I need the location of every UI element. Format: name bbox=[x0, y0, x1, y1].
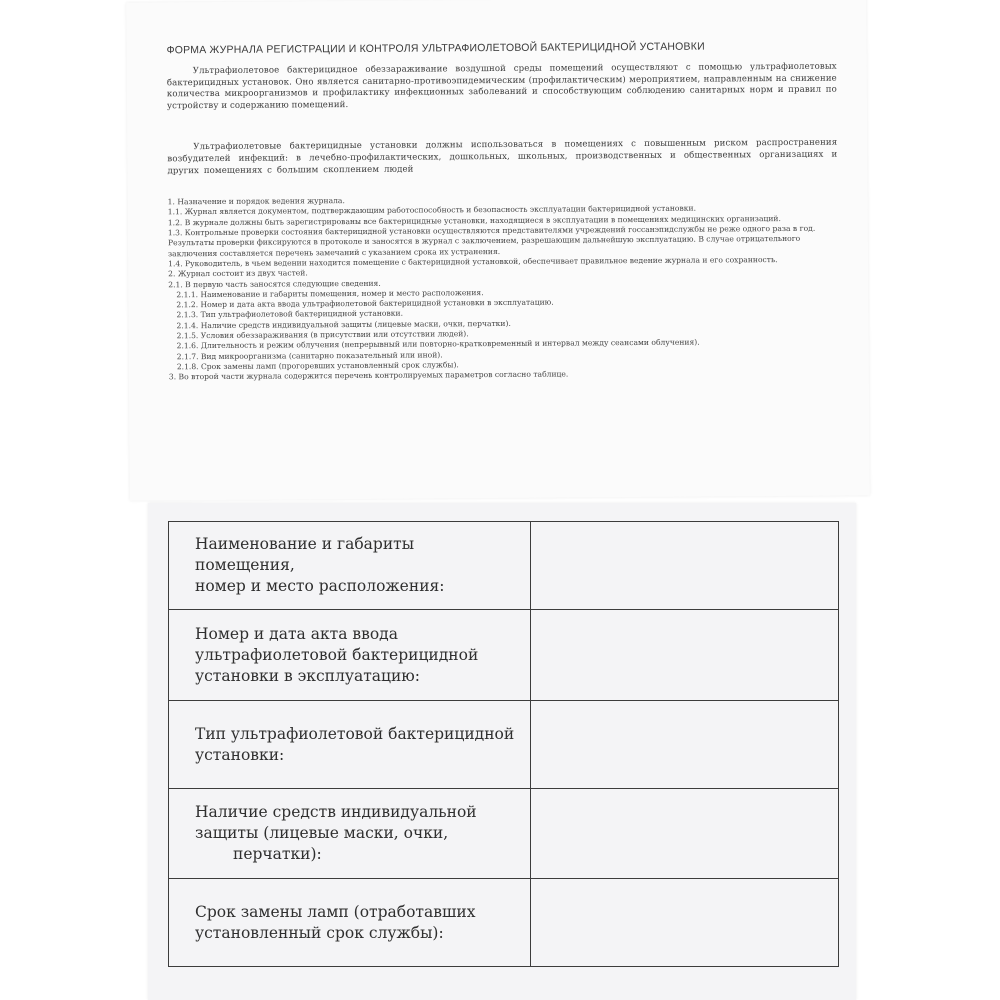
label-line: установки в эксплуатацию: bbox=[195, 666, 421, 685]
clause-item: 2. Журнал состоит из двух частей. bbox=[168, 268, 308, 279]
clause-item: 2.1.8. Срок замены ламп (прогоревших установленный срок службы). bbox=[176, 360, 459, 372]
field-label-lamp-replacement bbox=[169, 879, 531, 967]
clause-item: 3. Во второй части журнала содержится перечень контролируемых параметров согласно таблице. bbox=[168, 369, 569, 382]
registration-form-table bbox=[168, 521, 839, 967]
intro-paragraph: Ультрафиолетовые бактерицидные установки должны использоваться в помещениях с повышенным риском распространения возбудителей инфекций: в лечебно-профилактических, дошкольных, школьных, производственных и общественных организациях и других помещениях с большим скоплением людей bbox=[167, 138, 838, 176]
label-line: защиты (лицевые маски, очки, bbox=[195, 824, 449, 842]
clause-item: 1.3. Контрольные проверки состояния бактерицидной установки осуществляются представителями учреждений госсанэпидслужбы не реже одного раза в год. Результаты проверки фиксируются в протоколе и заносятся в журнал с заключением, разрешающим дальнейшую эксплуатацию. В случае отрицательного заключения составляется перечень замечаний с указанием срока их устранения. bbox=[167, 223, 816, 258]
clause-item: 1.2. В журнале должны быть зарегистрированы все бактерицидные установки, находящиеся в эксплуатации в помещениях медицинских организаций. bbox=[167, 213, 781, 228]
intro-paragraph: Ультрафиолетовое бактерицидное обеззараживание воздушной среды помещений осуществляют с помощью ультрафиолетовых бактерицидных установок. Оно является санитарно-противоэпидемическим (профилактическим) мероприятием, направленным на снижение количества микроорганизмов и профилактику инфекционных заболеваний и способствующим соблюдению санитарных норм и правил по устройству и содержанию помещений. bbox=[166, 61, 837, 112]
clause-list bbox=[168, 193, 839, 383]
label-line: Тип ультрафиолетовой бактерицидной bbox=[195, 724, 515, 743]
label-line: ультрафиолетовой бактерицидной bbox=[195, 645, 479, 664]
field-value-lamp-replacement[interactable] bbox=[530, 879, 839, 967]
field-label-protection bbox=[169, 789, 531, 879]
field-value-protection[interactable] bbox=[530, 789, 839, 879]
label-line: Номер и дата акта ввода bbox=[195, 624, 398, 643]
clause-item: 2.1.5. Условия обеззараживания (в присутствии или отсутствии людей). bbox=[176, 329, 469, 341]
clause-item: 2.1.4. Наличие средств индивидуальной защиты (лицевые маски, очки, перчатки). bbox=[176, 318, 511, 330]
label-line: установленный срок службы): bbox=[195, 923, 444, 942]
field-value-act[interactable] bbox=[530, 610, 839, 701]
clause-item: 2.1.3. Тип ультрафиолетовой бактерицидной установки. bbox=[176, 309, 404, 320]
clause-item: 1.4. Руководитель, в чьем ведении находится помещение с бактерицидной установкой, обеспечивает правильное ведение журнала и его сохранность. bbox=[168, 254, 778, 269]
clause-item: 2.1.7. Вид микроорганизма (санитарно показательный или иной). bbox=[176, 349, 443, 361]
label-line: перчатки): bbox=[233, 845, 322, 863]
field-label-act bbox=[169, 610, 531, 701]
table-row bbox=[169, 789, 839, 879]
clause-item: 2.1.1. Наименование и габариты помещения, номер и место расположения. bbox=[176, 287, 484, 300]
clause-item: 2.1.2. Номер и дата акта ввода ультрафиолетовой бактерицидной установки в эксплуатацию. bbox=[176, 297, 554, 310]
form-page bbox=[148, 503, 856, 1000]
field-label-type bbox=[169, 701, 531, 789]
label-line: установки: bbox=[195, 745, 285, 764]
table-row bbox=[169, 522, 839, 610]
label-line: Наличие средств индивидуальной bbox=[195, 803, 477, 821]
instructions-page bbox=[126, 0, 869, 501]
label-line: Наименование и габариты помещения, bbox=[195, 535, 415, 574]
label-line: номер и место расположения: bbox=[195, 577, 445, 595]
field-value-type[interactable] bbox=[530, 701, 839, 789]
clause-item: 1.1. Журнал является документом, подтверждающим работоспособность и безопасность эксплуатации бактерицидной установки. bbox=[167, 204, 697, 217]
clause-item: 2.1.6. Длительность и режим облучения (непрерывный или повторно-кратковременный и интервал между сеансами облучения). bbox=[176, 337, 700, 351]
clause-item: 2.1. В первую часть заносятся следующие сведения. bbox=[168, 278, 381, 289]
field-value-room[interactable] bbox=[530, 522, 839, 610]
table-row bbox=[169, 610, 839, 701]
label-line: Срок замены ламп (отработавших bbox=[195, 902, 476, 921]
table-row bbox=[169, 879, 839, 967]
table-row bbox=[169, 701, 839, 789]
clause-item: 1. Назначение и порядок ведения журнала. bbox=[167, 196, 345, 207]
field-label-room bbox=[169, 522, 531, 610]
document-title: ФОРМА ЖУРНАЛА РЕГИСТРАЦИИ И КОНТРОЛЯ УЛЬТРАФИОЛЕТОВОЙ БАКТЕРИЦИДНОЙ УСТАНОВКИ bbox=[166, 40, 705, 57]
